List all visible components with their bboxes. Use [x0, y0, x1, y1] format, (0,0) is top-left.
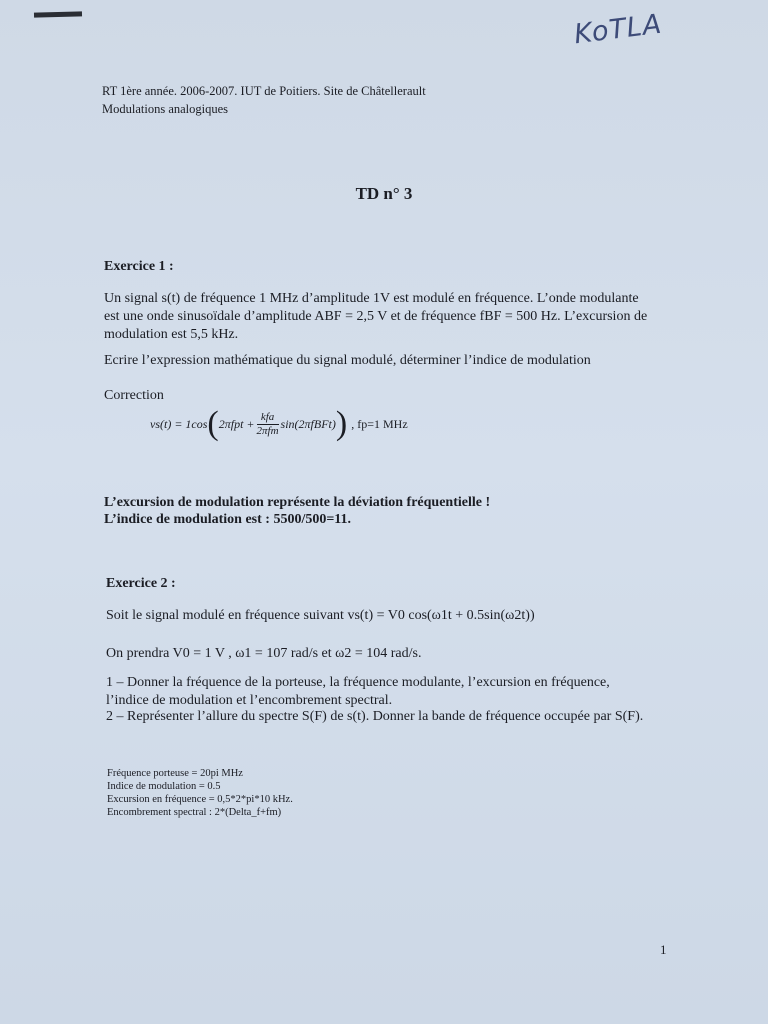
document-header: [102, 82, 426, 118]
formula-lhs: vs(t) = 1cos: [150, 416, 208, 431]
formula-denominator: 2πfm: [256, 424, 279, 437]
exercise-2-question-2: 2 – Représenter l’allure du spectre S(F) de s(t). Donner la bande de fréquence occupée par S(F).: [106, 709, 644, 724]
exercise-1-question: Ecrire l’expression mathématique du signal modulé, déterminer l’indice de modulation: [104, 353, 591, 368]
exercise-2-title: Exercice 2 :: [106, 576, 176, 591]
formula-numerator: kfa: [257, 411, 279, 425]
exercise-2-parameters: On prendra V0 = 1 V , ω1 = 107 rad/s et ω2 = 104 rad/s.: [106, 646, 422, 661]
frequency-excursion-answer: Excursion en fréquence = 0,5*2*pi*10 kHz.: [107, 794, 293, 805]
exercise-1-answer-2: L’indice de modulation est : 5500/500=11.: [104, 512, 352, 527]
handwritten-annotation: KoTLA: [572, 8, 664, 51]
page-title: TD n° 3: [355, 184, 413, 203]
exercise-1-title: Exercice 1 :: [104, 259, 174, 274]
exercise-2-solution: [107, 767, 293, 819]
formula-sine-term: sin(2πfBFt): [280, 416, 336, 431]
correction-label: Correction: [104, 388, 164, 403]
header-line-1: RT 1ère année. 2006-2007. IUT de Poitiers. Site de Châtellerault: [102, 84, 426, 98]
modulation-index-answer: Indice de modulation = 0.5: [107, 781, 221, 792]
header-line-2: Modulations analogiques: [102, 102, 229, 116]
exercise-2-signal: Soit le signal modulé en fréquence suivant vs(t) = V0 cos(ω1t + 0.5sin(ω2t)): [106, 608, 535, 623]
page-number: 1: [660, 942, 667, 957]
exercise-2-question-1: 1 – Donner la fréquence de la porteuse, la fréquence modulante, l’excursion en fréquence, l’indice de modulation et l’encombrement spectral.: [106, 675, 610, 708]
exercise-1-answer-1: L’excursion de modulation représente la déviation fréquentielle !: [104, 495, 491, 510]
formula-carrier-frequency: , fp=1 MHz: [351, 416, 408, 431]
spectral-bandwidth-answer: Encombrement spectral : 2*(Delta_f+fm): [107, 807, 282, 818]
formula-carrier-term: 2πfpt +: [218, 416, 255, 431]
carrier-frequency-answer: Fréquence porteuse = 20pi MHz: [107, 768, 243, 779]
formula-close-paren: ): [335, 405, 348, 442]
modulated-signal-formula: [150, 404, 408, 444]
formula-open-paren: (: [207, 405, 219, 442]
formula-fraction: [257, 411, 279, 438]
exercise-1-statement: Un signal s(t) de fréquence 1 MHz d’amplitude 1V est modulé en fréquence. L’onde modulante est une onde sinusoïdale d’amplitude ABF = 2,5 V et de fréquence fBF = 500 Hz. L’excursion de modulation est 5,5 kHz.: [104, 291, 648, 342]
binder-strip: [34, 11, 82, 17]
